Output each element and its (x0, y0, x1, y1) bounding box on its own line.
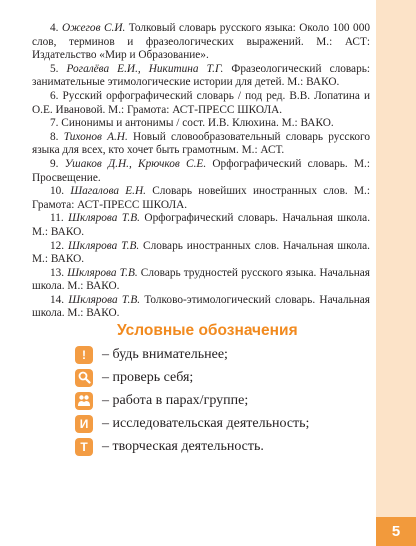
bibliography-item (32, 267, 370, 294)
legend-item (75, 412, 309, 435)
legend-item (75, 435, 309, 458)
item-author: Ушаков Д.Н., Крючков С.Е. (64, 157, 207, 170)
bibliography-item (32, 63, 370, 90)
item-text: Новый словообразовательный словарь русского языка для всех, кто хочет быть грамотным. М.: АСТ. (32, 130, 371, 157)
legend-item (75, 343, 309, 366)
item-author: Ожегов С.И. (61, 22, 126, 34)
item-text: Словарь трудностей русского языка. Начальная школа. М.: ВАКО. (32, 266, 370, 293)
item-author: Тихонов А.Н. (63, 130, 128, 143)
bibliography-item (32, 240, 370, 267)
legend-title: Условные обозначения (117, 322, 298, 339)
item-number: 7. (50, 117, 59, 130)
item-text: Толковый словарь русского языка: Около 100 000 слов, терминов и фразеологических выражений. М.: АСТ: Издательство «Мир и Образование». (32, 22, 370, 62)
item-text: Словарь новейших иностранных слов. М.: Грамота: АСТ-ПРЕСС ШКОЛА. (32, 185, 370, 211)
creative-icon: Т (75, 438, 93, 456)
item-text: Орфографический словарь. М.: Просвещение. (32, 157, 371, 184)
bibliography-list (32, 22, 370, 321)
item-text: Орфографический словарь. Начальная школа. М.: ВАКО. (32, 212, 371, 238)
item-number: 9. (50, 157, 59, 170)
item-number: 10. (50, 185, 65, 198)
item-number: 5. (50, 62, 59, 75)
bibliography-item (32, 185, 370, 212)
item-number: 14. (50, 293, 65, 306)
bibliography-item (32, 117, 370, 131)
item-number: 8. (50, 130, 59, 143)
item-author: Шклярова Т.В. (68, 212, 140, 225)
legend-item-text: – будь внимательнее; (102, 346, 228, 362)
research-icon: И (75, 415, 93, 433)
legend-item-text: – проверь себя; (102, 369, 194, 385)
bibliography-item (32, 22, 370, 63)
item-number: 12. (50, 239, 65, 252)
item-number: 11. (50, 212, 64, 225)
item-text: Русский орфографический словарь / под ред. В.В. Лопатина и О.Е. Ивановой. М.: Грамота: АСТ-ПРЕСС ШКОЛА. (32, 89, 370, 116)
legend-item-text: – творческая деятельность. (102, 438, 264, 454)
item-number: 4. (50, 22, 59, 34)
item-author: Рогалёва Е.И., Никитина Т.Г. (66, 62, 224, 75)
item-author: Шагалова Е.Н. (70, 185, 146, 198)
bibliography-item (32, 131, 370, 158)
pair-work-icon (75, 392, 93, 410)
exclamation-icon: ! (75, 346, 93, 364)
item-text: Словарь иностранных слов. Начальная школа. М.: ВАКО. (32, 239, 370, 266)
item-author: Шклярова Т.В. (68, 293, 141, 306)
bibliography-item (32, 212, 370, 239)
item-text: Синонимы и антонимы / сост. И.В. Клюхина. М.: ВАКО. (58, 117, 334, 130)
item-text: Толково-этимологический словарь. Начальная школа. М.: ВАКО. (32, 293, 370, 320)
page-side-band (376, 0, 416, 546)
legend-item-text: – исследовательская деятельность; (102, 415, 310, 431)
legend-item (75, 389, 309, 412)
item-author: Шклярова Т.В. (67, 239, 140, 252)
bibliography-item (32, 294, 370, 321)
item-number: 13. (50, 266, 65, 279)
item-number: 6. (50, 89, 59, 102)
item-author: Шклярова Т.В. (67, 266, 138, 279)
item-text: Фразеологический словарь: занимательные этимологические истории для детей. М.: ВАКО. (32, 62, 371, 89)
legend-item-text: – работа в парах/группе; (102, 392, 249, 408)
bibliography-item (32, 158, 370, 185)
legend-list (75, 343, 309, 458)
page-number: 5 (376, 517, 416, 546)
bibliography-item (32, 90, 370, 117)
legend-item (75, 366, 309, 389)
magnifier-icon (75, 369, 93, 387)
